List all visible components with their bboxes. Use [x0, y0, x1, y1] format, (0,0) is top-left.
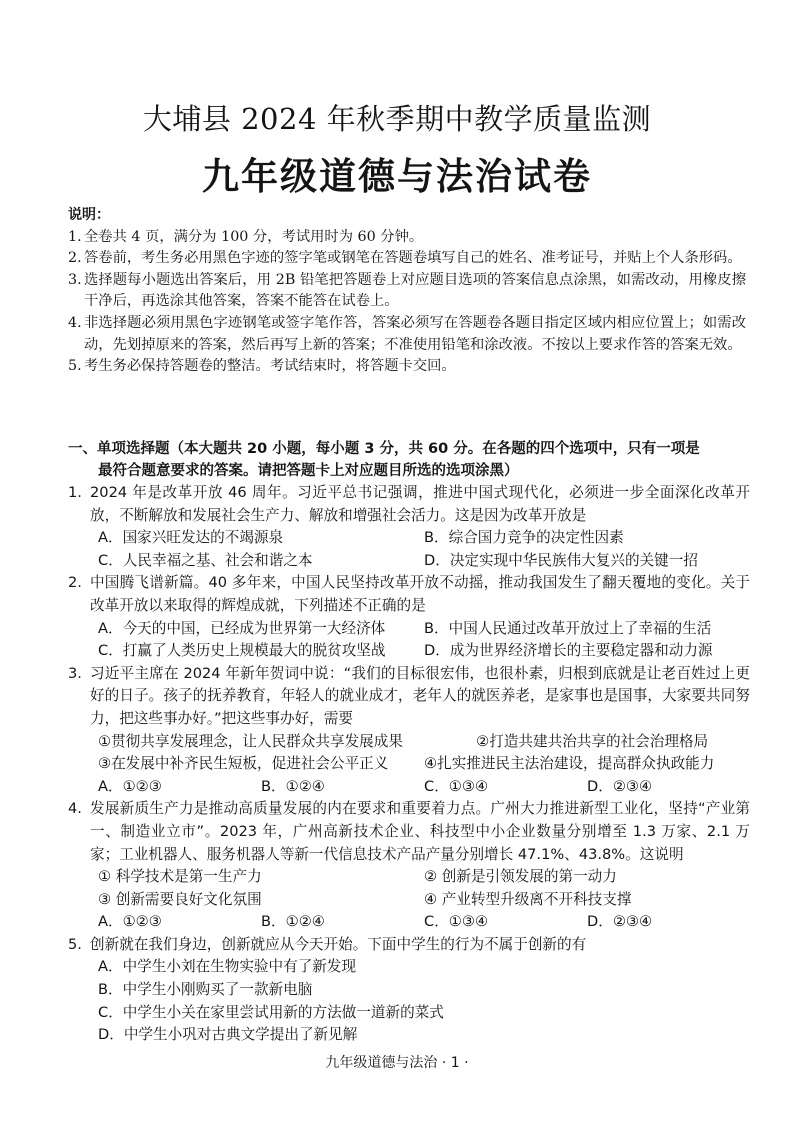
option: B．①②④ [261, 913, 325, 931]
instruction-item [68, 313, 746, 356]
option: C．打赢了人类历史上规模最大的脱贫攻坚战 [98, 642, 386, 660]
option: A．国家兴旺发达的不竭源泉 [98, 529, 284, 547]
option: C．人民幸福之基、社会和谐之本 [98, 551, 313, 569]
question-number: 5. [68, 935, 82, 953]
question-stem: 习近平主席在 2024 年新年贺词中说：“我们的目标很宏伟，也很朴素，归根到底就是让老百姓过上更好的日子。孩子的抚养教育，年轻人的就业成才，老年人的就医养老，是家事也是国事，大家要共同努力，把这些事办好。”把这些事办好，需要 [90, 664, 750, 727]
option: A．①②③ [98, 913, 162, 931]
option: D．成为世界经济增长的主要稳定器和动力源 [424, 642, 713, 660]
section-heading-line: 最符合题意要求的答案。请把答题卡上对应题目所选的选项涂黑） [98, 463, 519, 479]
instruction-text: 选择题每小题选出答案后，用 2B 铅笔把答题卷上对应题目选项的答案信息点涂黑，如需改动，用橡皮擦干净后，再选涂其他答案，答案不能答在试卷上。 [84, 271, 746, 310]
option: C．①③④ [424, 777, 489, 795]
section-heading-line: 一、单项选择题（本大题共 20 小题，每小题 3 分，共 60 分。在各题的四个选项中，只有一项是 [68, 441, 700, 457]
statement-group [68, 731, 750, 776]
question-stem: 2024 年是改革开放 46 周年。习近平总书记强调，推进中国式现代化，必须进一步全面深化改革开放，不断解放和发展社会生产力、解放和增强社会活力。这是因为改革开放是 [90, 484, 750, 524]
page-footer: 九年级道德与法治 · 1 · [325, 1055, 469, 1071]
option: B．综合国力竞争的决定性因素 [424, 529, 624, 547]
question [68, 572, 750, 617]
question [68, 798, 750, 866]
exam-title: 大埔县 2024 年秋季期中教学质量监测 [142, 102, 652, 136]
option: D．中学生小巩对古典文学提出了新见解 [98, 1026, 358, 1044]
option: A．中学生小刘在生物实验中有了新发现 [98, 958, 357, 976]
instruction-text: 答卷前，考生务必用黑色字迹的签字笔或钢笔在答题卷填写自己的姓名、准考证号，并贴上个人条形码。 [84, 250, 742, 267]
exam-subtitle: 九年级道德与法治试卷 [202, 154, 592, 198]
instruction-item [68, 227, 746, 249]
instruction-text: 考生务必保持答题卷的整洁。考试结束时，将答题卡交回。 [84, 358, 456, 375]
statement: ①贯彻共享发展理念，让人民群众共享发展成果 [98, 732, 403, 750]
instructions-heading: 说明： [68, 207, 110, 223]
option-group [68, 776, 750, 799]
option-group [68, 956, 750, 1046]
option: C．中学生小关在家里尝试用新的方法做一道新的菜式 [98, 1003, 444, 1021]
statement: ② 创新是引领发展的第一动力 [424, 868, 617, 886]
question-stem: 中国腾飞谱新篇。40 多年来，中国人民坚持改革开放不动摇，推动我国发生了翻天覆地的变化。关于改革开放以来取得的辉煌成就，下列描述不正确的是 [90, 574, 750, 614]
instruction-number: 4. [68, 314, 82, 331]
option-group [68, 618, 750, 663]
instruction-number: 5. [68, 358, 82, 375]
question [68, 663, 750, 731]
question-number: 2. [68, 574, 82, 592]
option: B．①②④ [261, 777, 325, 795]
option: B．中学生小刚购买了一款新电脑 [98, 981, 313, 999]
instructions [68, 205, 746, 378]
option: A．①②③ [98, 777, 162, 795]
option: A．今天的中国，已经成为世界第一大经济体 [98, 619, 386, 637]
instruction-item [68, 356, 746, 378]
question [68, 482, 750, 527]
statement: ③在发展中补齐民生短板，促进社会公平正义 [98, 755, 389, 773]
statement: ① 科学技术是第一生产力 [98, 868, 262, 886]
statement-group [68, 866, 750, 911]
option-group [68, 527, 750, 572]
option: D．②③④ [587, 913, 653, 931]
statement: ④扎实推进民主法治建设，提高群众执政能力 [424, 755, 715, 773]
question-stem: 发展新质生产力是推动高质量发展的内在要求和重要着力点。广州大力推进新型工业化，坚持“产业第一、制造业立市”。2023 年，广州高新技术企业、科技型中小企业数量分别增至 1.3 万家、2.1 万家；工业机器人、服务机器人等新一代信息技术产品产量分别增长 47.1%、43.8%。这说明 [90, 800, 750, 863]
instruction-text: 非选择题必须用黑色字迹钢笔或签字笔作答，答案必须写在答题卷各题目指定区域内相应位置上；如需改动，先划掉原来的答案，然后再写上新的答案；不准使用铅笔和涂改液。不按以上要求作答的答案无效。 [84, 314, 746, 353]
instruction-text: 全卷共 4 页，满分为 100 分，考试用时为 60 分钟。 [84, 228, 424, 245]
question-stem: 创新就在我们身边，创新就应从今天开始。下面中学生的行为不属于创新的有 [90, 935, 587, 953]
instruction-number: 2. [68, 250, 82, 267]
option: C．①③④ [424, 913, 489, 931]
instruction-number: 1. [68, 228, 82, 245]
instruction-item [68, 270, 746, 313]
question [68, 934, 750, 957]
instruction-number: 3. [68, 271, 82, 288]
statement: ④ 产业转型升级离不开科技支撑 [424, 890, 632, 908]
question-list [68, 482, 750, 1047]
option: B．中国人民通过改革开放过上了幸福的生活 [424, 619, 712, 637]
statement: ②打造共建共治共享的社会治理格局 [476, 732, 709, 750]
instruction-item [68, 248, 746, 270]
option: D．②③④ [587, 777, 653, 795]
option: D．决定实现中华民族伟大复兴的关键一招 [424, 551, 698, 569]
statement: ③ 创新需要良好文化氛围 [98, 890, 262, 908]
question-number: 4. [68, 800, 82, 818]
question-number: 1. [68, 484, 82, 501]
question-number: 3. [68, 664, 82, 682]
section-heading [68, 438, 746, 482]
option-group [68, 911, 750, 934]
